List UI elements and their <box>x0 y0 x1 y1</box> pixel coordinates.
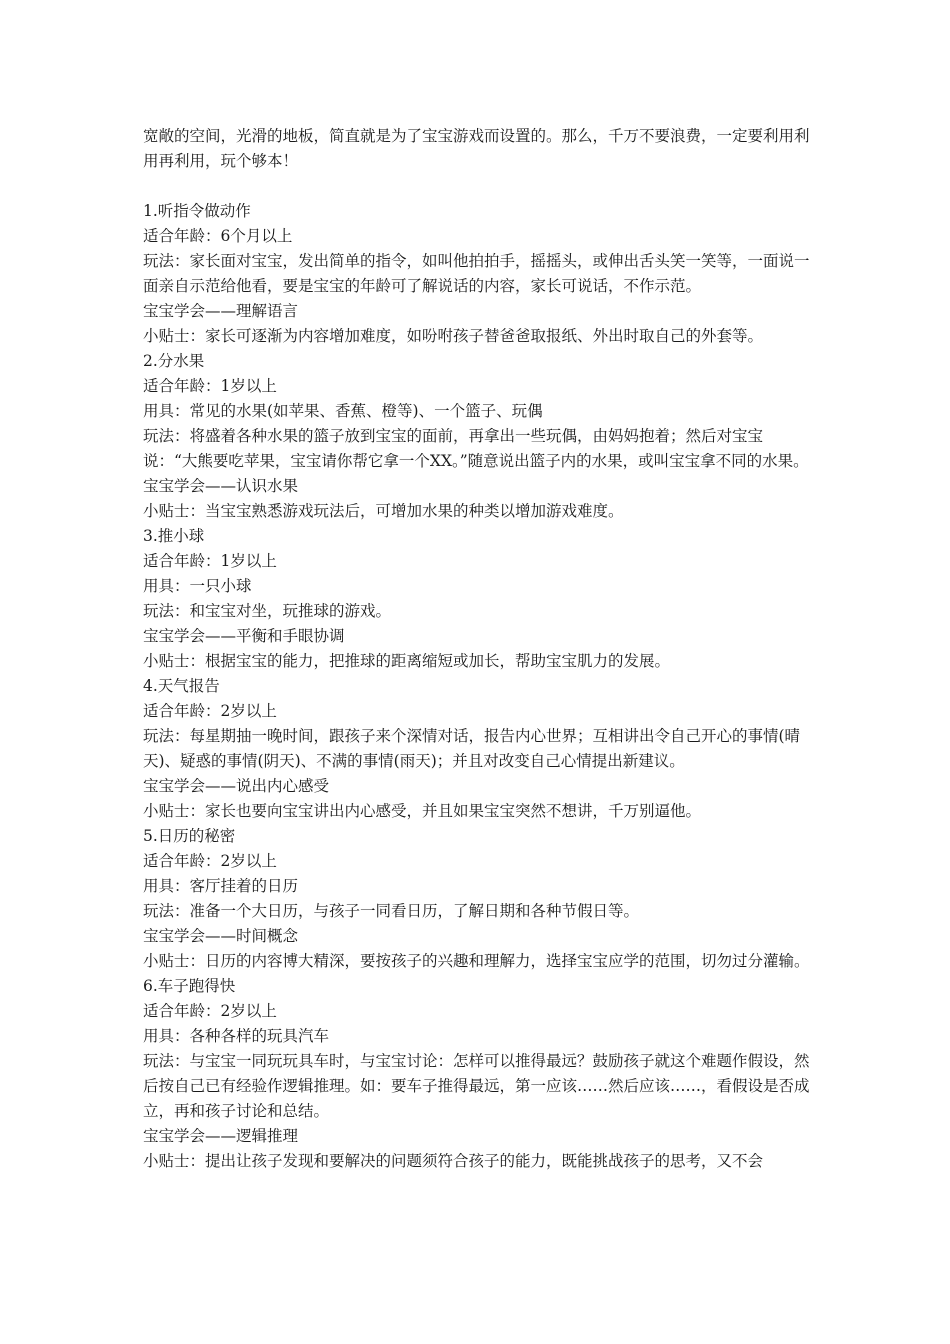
section-4 <box>143 674 811 824</box>
section-age: 适合年龄：2岁以上 <box>143 1002 277 1020</box>
section-learn: 宝宝学会——平衡和手眼协调 <box>143 627 345 645</box>
section-play: 玩法：和宝宝对坐，玩推球的游戏。 <box>143 602 392 620</box>
section-tip: 小贴士：当宝宝熟悉游戏玩法后，可增加水果的种类以增加游戏难度。 <box>143 502 624 520</box>
section-tools: 用具：常见的水果(如苹果、香蕉、橙等)、一个篮子、玩偶 <box>143 402 543 420</box>
section-age: 适合年龄：1岁以上 <box>143 377 277 395</box>
section-learn: 宝宝学会——逻辑推理 <box>143 1127 299 1145</box>
section-2 <box>143 349 811 524</box>
section-learn: 宝宝学会——认识水果 <box>143 477 299 495</box>
section-1 <box>143 199 811 349</box>
document-body <box>143 124 811 1174</box>
section-title: 3.推小球 <box>143 527 205 545</box>
section-tools: 用具：客厅挂着的日历 <box>143 877 299 895</box>
section-title: 4.天气报告 <box>143 677 220 695</box>
section-play: 玩法：与宝宝一同玩玩具车时，与宝宝讨论：怎样可以推得最远？鼓励孩子就这个难题作假设，然后按自己已有经验作逻辑推理。如：要车子推得最远，第一应该……然后应该……，看假设是否成立，再和孩子讨论和总结。 <box>143 1052 810 1120</box>
section-title: 2.分水果 <box>143 352 205 370</box>
section-tip: 小贴士：根据宝宝的能力，把推球的距离缩短或加长，帮助宝宝肌力的发展。 <box>143 652 671 670</box>
section-play: 玩法：将盛着各种水果的篮子放到宝宝的面前，再拿出一些玩偶，由妈妈抱着；然后对宝宝说：“大熊要吃苹果，宝宝请你帮它拿一个XX。”随意说出篮子内的水果，或叫宝宝拿不同的水果。 <box>143 427 809 470</box>
section-play: 玩法：准备一个大日历，与孩子一同看日历，了解日期和各种节假日等。 <box>143 902 640 920</box>
section-age: 适合年龄：6个月以上 <box>143 227 293 245</box>
section-age: 适合年龄：2岁以上 <box>143 852 277 870</box>
section-play: 玩法：家长面对宝宝，发出简单的指令，如叫他拍拍手，摇摇头，或伸出舌头笑一笑等，一面说一面亲自示范给他看，要是宝宝的年龄可了解说话的内容，家长可说话，不作示范。 <box>143 252 810 295</box>
section-title: 6.车子跑得快 <box>143 977 236 995</box>
section-3 <box>143 524 811 674</box>
section-tools: 用具：各种各样的玩具汽车 <box>143 1027 330 1045</box>
section-tip: 小贴士：提出让孩子发现和要解决的问题须符合孩子的能力，既能挑战孩子的思考，又不会 <box>143 1152 764 1170</box>
section-tip: 小贴士：日历的内容博大精深，要按孩子的兴趣和理解力，选择宝宝应学的范围，切勿过分灌输。 <box>143 952 810 970</box>
section-tip: 小贴士：家长也要向宝宝讲出内心感受，并且如果宝宝突然不想讲，千万别逼他。 <box>143 802 702 820</box>
section-learn: 宝宝学会——理解语言 <box>143 302 299 320</box>
section-tip: 小贴士：家长可逐渐为内容增加难度，如吩咐孩子替爸爸取报纸、外出时取自己的外套等。 <box>143 327 764 345</box>
section-play: 玩法：每星期抽一晚时间，跟孩子来个深情对话，报告内心世界；互相讲出令自己开心的事情(晴天)、疑惑的事情(阴天)、不满的事情(雨天)；并且对改变自己心情提出新建议。 <box>143 727 801 770</box>
section-6 <box>143 974 811 1174</box>
section-tools: 用具：一只小球 <box>143 577 252 595</box>
section-learn: 宝宝学会——说出内心感受 <box>143 777 330 795</box>
intro-paragraph: 宽敞的空间，光滑的地板，简直就是为了宝宝游戏而设置的。那么，千万不要浪费，一定要利用利用再利用，玩个够本！ <box>143 127 810 170</box>
section-5 <box>143 824 811 974</box>
section-age: 适合年龄：1岁以上 <box>143 552 277 570</box>
section-title: 1.听指令做动作 <box>143 202 251 220</box>
section-learn: 宝宝学会——时间概念 <box>143 927 299 945</box>
section-age: 适合年龄：2岁以上 <box>143 702 277 720</box>
section-title: 5.日历的秘密 <box>143 827 236 845</box>
